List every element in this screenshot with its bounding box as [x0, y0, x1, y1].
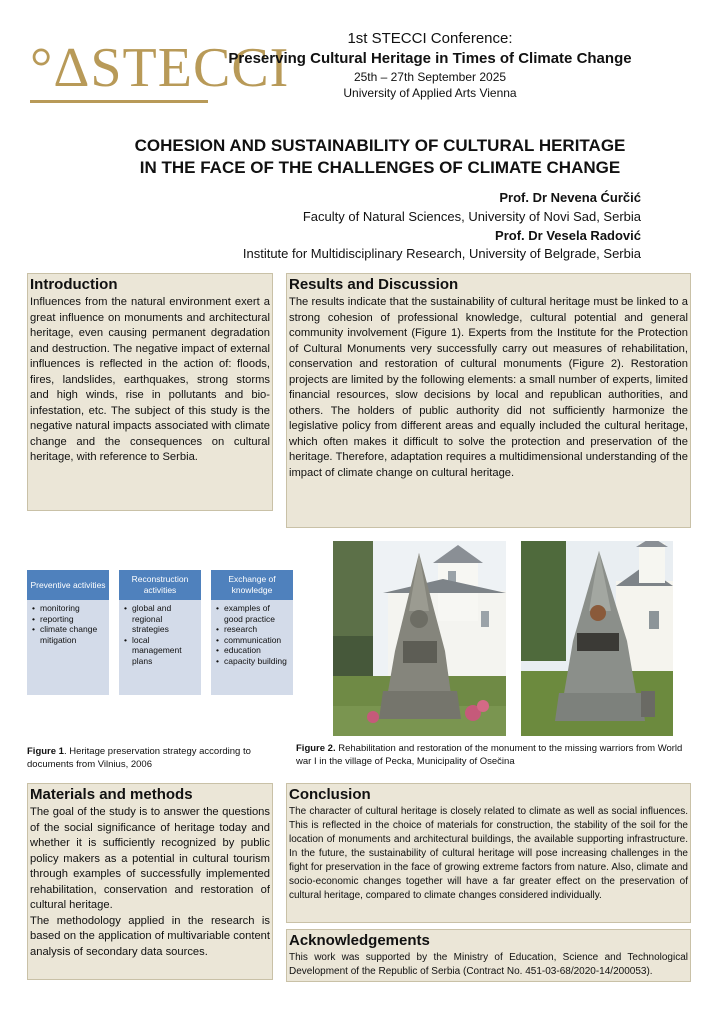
conclusion-section: [286, 783, 691, 923]
acknowledgements-section: [286, 929, 691, 982]
diagram-column-preventive: [27, 570, 109, 695]
diagram-item: • monitoring: [32, 603, 106, 614]
methods-text-2: The methodology applied in the research is based on the application of multivariable content analysis of secondary data sources.: [30, 914, 270, 958]
conference-name: 1st STECCI Conference:: [347, 30, 513, 47]
diagram-item: • examples of good practice: [216, 603, 290, 624]
paper-title: [100, 135, 660, 179]
figure-1-label: Figure 1: [27, 746, 64, 757]
diagram-column-title: Reconstruction activities: [119, 570, 201, 600]
monument-photo-before: [333, 541, 506, 736]
conclusion-text: The character of cultural heritage is closely related to climate as well as social influences. This is reflected in the choice of materials for construction, the stability of the soil for the location of monuments and architectural buildings, the available supporting infrastructure. In the future, the sustainability of cultural heritage will pose increasing challenges in the fight for preservation in the face of growing extreme factors from nature. Also, climate and socio-economic changes together will have a far greater effect on the preservation of cultural heritage, compared to climate changes considered individually.: [289, 806, 688, 901]
logo-underline: [30, 100, 208, 103]
diagram-list: [27, 600, 109, 645]
methods-text-1: The goal of the study is to answer the questions of the social significance of heritage today and whether it is sufficiently recognized by public policy makers as a potential in cultural tourism through examples of successfully implemented rehabilitation, conservation and restoration of cultural heritage.: [30, 806, 270, 911]
results-heading: Results and Discussion: [289, 276, 459, 293]
introduction-text: Influences from the natural environment exert a great influence on monuments and architectural heritage, even causing permanent degradation and destruction. The negative impact of external influences is reflected in the action of: floods, fires, landslides, earthquakes, strong storms and high winds, rise in pollutants and bio-infestation, etc. The subject of this study is the negative natural impacts associated with climate change and the consequences on cultural heritage, with reference to Serbia.: [30, 296, 270, 463]
figure-2-label: Figure 2.: [296, 743, 336, 754]
figure-2-caption: [296, 742, 696, 768]
title-line-1: COHESION AND SUSTAINABILITY OF CULTURAL HERITAGE: [134, 136, 626, 155]
diagram-item: • research: [216, 624, 290, 635]
conference-dates: 25th – 27th September 2025: [353, 70, 507, 84]
diagram-column-title: Preventive activities: [27, 570, 109, 600]
author-1-affiliation: Faculty of Natural Sciences, University of Novi Sad, Serbia: [302, 209, 641, 224]
author-2-affiliation: Institute for Multidisciplinary Research, University of Belgrade, Serbia: [242, 246, 641, 261]
monument-photo-after: [521, 541, 673, 736]
figure-1-caption: [27, 745, 277, 771]
diagram-list: [211, 600, 293, 666]
logo-text: °ΔSTECCI: [30, 37, 290, 99]
diagram-item: • reporting: [32, 614, 106, 625]
methods-heading: Materials and methods: [30, 786, 193, 803]
author-2-name: Prof. Dr Vesela Radović: [495, 228, 641, 243]
figure-2-caption-text: Rehabilitation and restoration of the monument to the missing warriors from World war I in the village of Pecka, Municipality of Osečina: [296, 743, 683, 767]
diagram-column-knowledge: [211, 570, 293, 695]
diagram-item: • climate change mitigation: [32, 624, 106, 645]
acknowledgements-text: This work was supported by the Ministry of Education, Science and Technological Development of the Republic of Serbia (Contract No. 451-03-68/2020-14/200053).: [289, 952, 688, 977]
diagram-item: • local management plans: [124, 635, 198, 667]
diagram-column-title: Exchange of knowledge: [211, 570, 293, 600]
stecci-logo: [30, 37, 290, 108]
diagram-list: [119, 600, 201, 666]
results-section: [286, 273, 691, 528]
acknowledgements-heading: Acknowledgements: [289, 932, 430, 949]
diagram-item: • communication: [216, 635, 290, 646]
diagram-item: • global and regional strategies: [124, 603, 198, 635]
conclusion-heading: Conclusion: [289, 786, 371, 803]
methods-section: [27, 783, 273, 980]
conference-venue: University of Applied Arts Vienna: [343, 86, 517, 100]
figure-1-diagram: [27, 570, 293, 695]
figure-1-caption-text: . Heritage preservation strategy according to documents from Vilnius, 2006: [27, 746, 251, 770]
diagram-item: • education: [216, 645, 290, 656]
diagram-item: • capacity building: [216, 656, 290, 667]
conference-subtitle: Preserving Cultural Heritage in Times of Climate Change: [228, 50, 632, 67]
title-line-2: IN THE FACE OF THE CHALLENGES OF CLIMATE CHANGE: [139, 158, 621, 177]
introduction-heading: Introduction: [30, 276, 118, 293]
author-1-name: Prof. Dr Nevena Ćurčić: [499, 190, 641, 205]
diagram-column-reconstruction: [119, 570, 201, 695]
results-text: The results indicate that the sustainability of cultural heritage must be linked to a strong cohesion of professional knowledge, cultural potential and general community involvement (Figure 1). Experts from the Institute for the Protection of Cultural Monuments very successfully carry out measures of rehabilitation, conservation and restoration of cultural monuments (Figure 2). Restoration projects are limited by the following elements: a small number of experts, limited financial resources, slow decisions by local and republican authorities, and others. The holders of public authority did not sufficiently harmonize the legislative policy from different areas and equally included the cultural heritage, which often makes it difficult to solve the protection and preservation of the heritage. Therefore, adaptation requires a multidimensional understanding of the impact of climate change on cultural heritage.: [289, 296, 688, 479]
introduction-section: [27, 273, 273, 511]
